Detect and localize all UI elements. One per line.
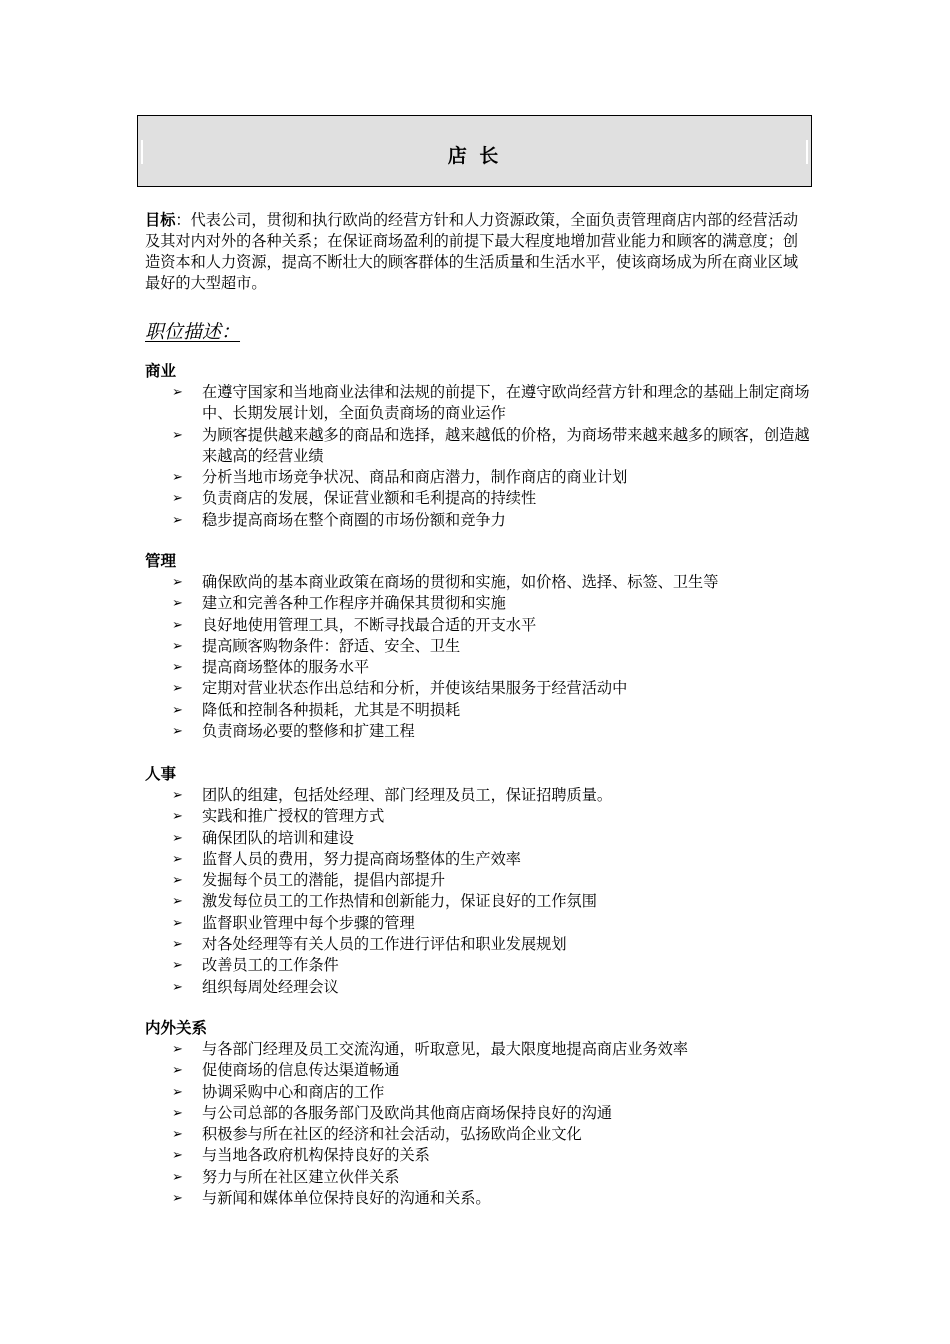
arrow-bullet-icon: ➢	[172, 638, 183, 654]
section-management	[145, 551, 810, 742]
list-item	[145, 467, 810, 488]
list-item-text: 对各处经理等有关人员的工作进行评估和职业发展规划	[202, 935, 567, 954]
arrow-bullet-icon: ➢	[172, 427, 183, 443]
list-item	[145, 657, 810, 678]
arrow-bullet-icon: ➢	[172, 681, 183, 697]
list-item	[145, 678, 810, 699]
list-item	[145, 849, 810, 870]
list-item	[145, 955, 810, 976]
objective-paragraph	[145, 210, 805, 294]
list-item-text: 监督职业管理中每个步骤的管理	[202, 913, 415, 932]
list-item-text: 激发每位员工的工作热情和创新能力，保证良好的工作氛围	[202, 892, 597, 911]
arrow-bullet-icon: ➢	[172, 1169, 183, 1185]
list-item	[145, 488, 810, 509]
list-item-text: 负责商场必要的整修和扩建工程	[202, 722, 415, 741]
arrow-bullet-icon: ➢	[172, 512, 183, 528]
list-item-text: 分析当地市场竞争状况、商品和商店潜力，制作商店的商业计划	[202, 468, 628, 487]
title-box	[137, 115, 812, 187]
section-title: 内外关系	[145, 1019, 208, 1037]
list-item-text: 在遵守国家和当地商业法律和法规的前提下，在遵守欧尚经营方针和理念的基础上制定商场中、长期发展计划，全面负责商场的商业运作	[202, 383, 810, 423]
list-item-text: 定期对营业状态作出总结和分析，并使该结果服务于经营活动中	[202, 679, 628, 698]
list-item-text: 促使商场的信息传达渠道畅通	[202, 1061, 400, 1080]
list-item	[145, 870, 810, 891]
objective-label: 目标	[145, 211, 176, 229]
bullet-list	[145, 382, 810, 531]
list-item	[145, 913, 810, 934]
arrow-bullet-icon: ➢	[172, 979, 183, 995]
list-item-text: 团队的组建，包括处经理、部门经理及员工，保证招聘质量。	[202, 786, 613, 804]
objective-text: ：代表公司，贯彻和执行欧尚的经营方针和人力资源政策，全面负责管理商店内部的经营活动及其对内对外的各种关系；在保证商场盈利的前提下最大程度地增加营业能力和顾客的满意度；创造资本和人力资源，提高不断壮大的顾客群体的生活质量和生活水平，使该商场成为所在商业区域最好的大型超市。	[145, 211, 799, 292]
title-right-mark	[806, 140, 808, 164]
list-item-text: 努力与所在社区建立伙伴关系	[202, 1167, 400, 1186]
arrow-bullet-icon: ➢	[172, 851, 183, 867]
arrow-bullet-icon: ➢	[172, 1148, 183, 1164]
job-description-heading: 职位描述：	[145, 321, 241, 343]
section-title: 管理	[145, 552, 177, 570]
page-title: 店 长	[447, 145, 502, 167]
list-item-text: 发掘每个员工的潜能，提倡内部提升	[202, 871, 445, 890]
list-item	[145, 425, 810, 468]
list-item	[145, 1124, 810, 1145]
arrow-bullet-icon: ➢	[172, 1084, 183, 1100]
list-item-text: 组织每周处经理会议	[202, 977, 339, 996]
list-item	[145, 510, 810, 531]
list-item-text: 协调采购中心和商店的工作	[202, 1082, 385, 1101]
list-item	[145, 934, 810, 955]
list-item	[145, 891, 810, 912]
list-item-text: 负责商店的发展，保证营业额和毛利提高的持续性	[202, 489, 537, 508]
list-item	[145, 615, 810, 636]
list-item-text: 实践和推广授权的管理方式	[202, 807, 385, 826]
list-item-text: 与公司总部的各服务部门及欧尚其他商店商场保持良好的沟通	[202, 1103, 613, 1122]
arrow-bullet-icon: ➢	[172, 575, 183, 590]
list-item-text: 改善员工的工作条件	[202, 956, 339, 975]
section-relations	[145, 1018, 810, 1209]
list-item	[145, 806, 810, 827]
list-item	[145, 700, 810, 721]
section-personnel	[145, 764, 810, 998]
arrow-bullet-icon: ➢	[172, 385, 183, 400]
list-item-text: 建立和完善各种工作程序并确保其贯彻和实施	[202, 594, 506, 613]
arrow-bullet-icon: ➢	[172, 660, 183, 676]
list-item-text: 积极参与所在社区的经济和社会活动，弘扬欧尚企业文化	[202, 1125, 582, 1144]
arrow-bullet-icon: ➢	[172, 596, 183, 612]
list-item-text: 良好地使用管理工具，不断寻找最合适的开支水平	[202, 615, 537, 634]
arrow-bullet-icon: ➢	[172, 491, 183, 507]
list-item	[145, 1060, 810, 1081]
list-item-text: 降低和控制各种损耗，尤其是不明损耗	[202, 700, 461, 719]
arrow-bullet-icon: ➢	[172, 1042, 183, 1057]
arrow-bullet-icon: ➢	[172, 937, 183, 953]
list-item-text: 监督人员的费用，努力提高商场整体的生产效率	[202, 849, 521, 868]
arrow-bullet-icon: ➢	[172, 1127, 183, 1143]
list-item	[145, 785, 810, 806]
bullet-list	[145, 785, 810, 998]
list-item	[145, 1039, 810, 1060]
list-item-text: 确保欧尚的基本商业政策在商场的贯彻和实施，如价格、选择、标签、卫生等	[202, 573, 719, 591]
list-item	[145, 721, 810, 742]
list-item	[145, 636, 810, 657]
arrow-bullet-icon: ➢	[172, 809, 183, 825]
arrow-bullet-icon: ➢	[172, 1063, 183, 1079]
list-item	[145, 593, 810, 614]
list-item-text: 确保团队的培训和建设	[202, 828, 354, 847]
arrow-bullet-icon: ➢	[172, 470, 183, 486]
bullet-list	[145, 572, 810, 742]
arrow-bullet-icon: ➢	[172, 894, 183, 910]
list-item-text: 与当地各政府机构保持良好的关系	[202, 1146, 430, 1165]
list-item-text: 与各部门经理及员工交流沟通，听取意见，最大限度地提高商店业务效率	[202, 1040, 688, 1058]
list-item	[145, 1145, 810, 1166]
arrow-bullet-icon: ➢	[172, 1191, 183, 1207]
list-item-text: 与新闻和媒体单位保持良好的沟通和关系。	[202, 1189, 491, 1208]
arrow-bullet-icon: ➢	[172, 915, 183, 931]
arrow-bullet-icon: ➢	[172, 617, 183, 633]
list-item	[145, 1188, 810, 1209]
list-item	[145, 828, 810, 849]
bullet-list	[145, 1039, 810, 1209]
list-item-text: 提高顾客购物条件：舒适、安全、卫生	[202, 636, 461, 655]
list-item-text: 稳步提高商场在整个商圈的市场份额和竞争力	[202, 510, 506, 529]
arrow-bullet-icon: ➢	[172, 788, 183, 803]
list-item	[145, 977, 810, 998]
arrow-bullet-icon: ➢	[172, 702, 183, 718]
arrow-bullet-icon: ➢	[172, 958, 183, 974]
list-item	[145, 1167, 810, 1188]
arrow-bullet-icon: ➢	[172, 830, 183, 846]
list-item	[145, 382, 810, 425]
arrow-bullet-icon: ➢	[172, 1105, 183, 1121]
list-item	[145, 572, 810, 593]
list-item	[145, 1103, 810, 1124]
section-title: 人事	[145, 765, 177, 783]
arrow-bullet-icon: ➢	[172, 724, 183, 740]
section-business	[145, 361, 810, 531]
list-item-text: 提高商场整体的服务水平	[202, 658, 370, 677]
arrow-bullet-icon: ➢	[172, 873, 183, 889]
list-item	[145, 1082, 810, 1103]
list-item-text: 为顾客提供越来越多的商品和选择，越来越低的价格，为商场带来越来越多的顾客，创造越来越高的经营业绩	[202, 425, 810, 465]
section-title: 商业	[145, 362, 177, 380]
